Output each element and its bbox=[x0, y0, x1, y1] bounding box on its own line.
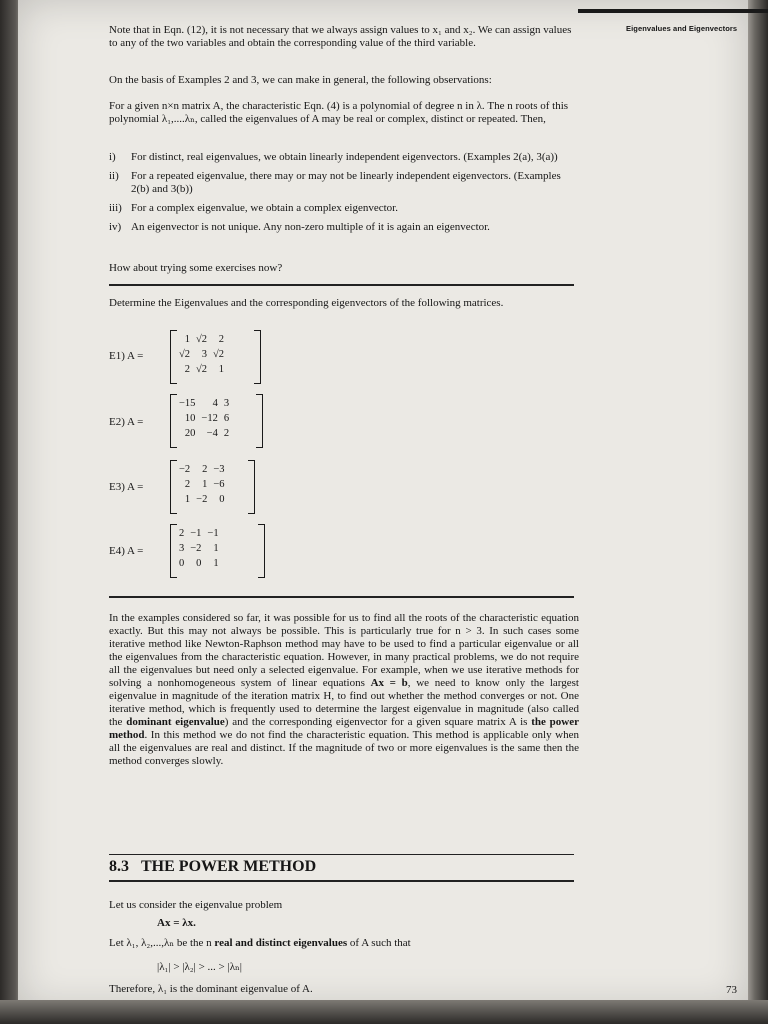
paragraph-basis: On the basis of Examples 2 and 3, we can make in general, the following observations: bbox=[109, 74, 492, 86]
section-rule-bottom bbox=[109, 880, 574, 882]
section-number: 8.3 bbox=[109, 858, 129, 875]
list-item: i) For distinct, real eigenvalues, we obtain linearly independent eigenvectors. (Examples 2(a), 3(a)) bbox=[109, 151, 558, 163]
equation-ordering: |λ₁| > |λ₂| > ... > |λₙ| bbox=[157, 961, 243, 973]
list-item: iii) For a complex eigenvalue, we obtain a complex eigenvector. bbox=[109, 202, 398, 214]
right-bracket bbox=[258, 524, 265, 578]
matrix: −15 4 3 10 −12 6 20 −4 2 bbox=[179, 398, 230, 439]
list-item: ii) For a repeated eigenvalue, there may or may not be linearly independent eigenvectors. (Examples 2(b) and 3(b)) bbox=[109, 170, 561, 195]
page-number: 73 bbox=[726, 984, 737, 996]
paragraph-note: Note that in Eqn. (12), it is not necessary that we always assign values to x₁ and x₂. We can assign values to any of the two variables and obtain the corresponding value of the third variable. bbox=[109, 24, 572, 49]
paragraph-let: Let λ₁, λ₂,...,λₙ be the n real and distinct eigenvalues of A such that bbox=[109, 937, 411, 949]
right-bracket bbox=[248, 460, 255, 514]
right-bracket bbox=[256, 394, 263, 448]
paragraph-consider: Let us consider the eigenvalue problem bbox=[109, 899, 283, 911]
list-item: iv) An eigenvector is not unique. Any non-zero multiple of it is again an eigenvector. bbox=[109, 221, 490, 233]
document-page bbox=[18, 0, 748, 1008]
exercise-rule-bottom bbox=[109, 596, 574, 598]
exercise-label: E3) A = bbox=[109, 481, 144, 493]
section-rule-top bbox=[109, 854, 574, 855]
exercise-rule-top bbox=[109, 284, 574, 286]
section-heading bbox=[109, 858, 328, 876]
matrix: 2 −1 −1 3 −2 1 0 0 1 bbox=[179, 528, 219, 569]
matrix: 1 √2 2 √2 3 √2 2 √2 1 bbox=[179, 334, 225, 375]
section-title: THE POWER METHOD bbox=[141, 858, 317, 875]
paragraph-therefore: Therefore, λ₁ is the dominant eigenvalue of A. bbox=[109, 983, 313, 995]
matrix: −2 2 −3 2 1 −6 1 −2 0 bbox=[179, 464, 225, 505]
paragraph-given: For a given n×n matrix A, the characteristic Eqn. (4) is a polynomial of degree n in λ. The n roots of this polynomial λ₁,....λₙ, called the eigenvalues of A may be real or complex, distinct or repeated. Then, bbox=[109, 100, 569, 125]
paragraph-examples: In the examples considered so far, it was possible for us to find all the roots of the characteristic equation exactly. But this may not always be possible. This is particularly true for n > 3. In such cases some iterative method like Newton-Raphson method may have to be used to find a particular eigenvalue or all the eigenvalues from the characteristic equation. However, in many practical problems, we do not require all the eigenvalues but need only a selected eigenvalue. For example, when we use iterative methods for solving a nonhomogeneous system of linear equations Ax = b, we need to know only the largest eigenvalue in magnitude of the iteration matrix H, to find out whether the method converges or not. One iterative method, which is frequently used to determine the largest eigenvalue in magnitude (also called the dominant eigenvalue) and the corresponding eigenvector for a given square matrix A is the power method. In this method we do not find the characteristic equation. This method is applicable only when all the eigenvalues are real and distinct. If the magnitude of two or more eigenvalues is the same then the method converges slowly. bbox=[109, 612, 579, 767]
exercise-label: E2) A = bbox=[109, 416, 144, 428]
page-edge-right bbox=[746, 0, 768, 1024]
observations-list bbox=[109, 151, 579, 234]
running-head: Eigenvalues and Eigenvectors bbox=[626, 24, 738, 33]
right-bracket bbox=[254, 330, 261, 384]
bottom-shadow bbox=[0, 1000, 768, 1024]
exercise-label: E4) A = bbox=[109, 545, 144, 557]
header-rule bbox=[578, 9, 768, 13]
equation-eigen-problem: Ax = λx. bbox=[157, 917, 196, 929]
paragraph-exercises-intro: How about trying some exercises now? bbox=[109, 262, 283, 274]
exercise-label: E1) A = bbox=[109, 350, 144, 362]
paragraph-determine: Determine the Eigenvalues and the corresponding eigenvectors of the following matrices. bbox=[109, 297, 504, 309]
